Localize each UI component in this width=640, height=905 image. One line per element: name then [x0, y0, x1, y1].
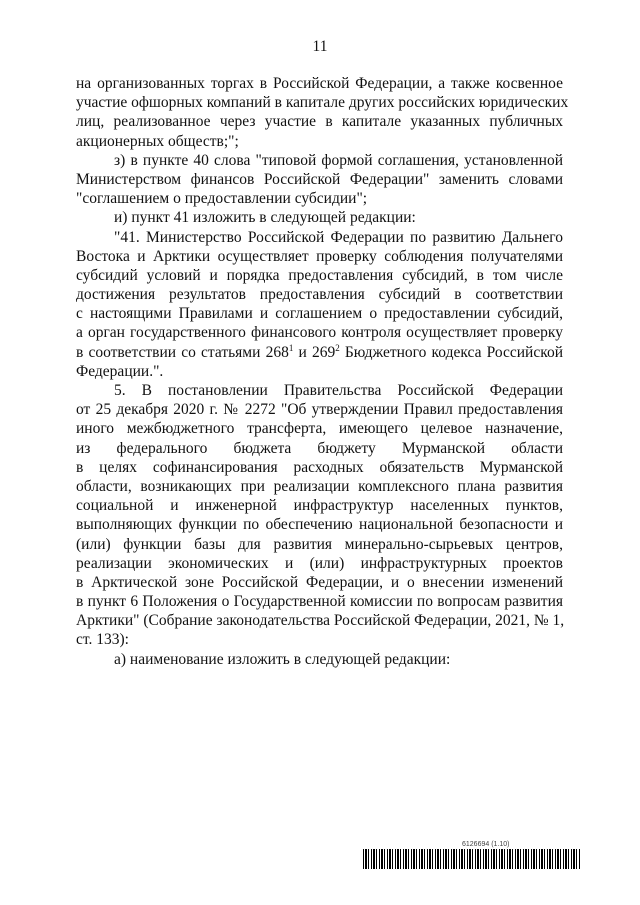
text-line: на организованных торгах в Российской Федерации, а также косвенное — [76, 75, 563, 92]
text-line: от 25 декабря 2020 г. № 2272 "Об утверждении Правил предоставления — [76, 401, 563, 419]
text-line: в пункт 6 Положения о Государственной комиссии по вопросам развития — [76, 593, 563, 611]
text-line: Министерством финансов Российской Федерации" заменить словами — [76, 170, 563, 188]
text-line: а) наименование изложить в следующей редакции: — [114, 650, 451, 668]
text-line: области, возникающих при реализации комплексного плана развития — [76, 477, 563, 495]
text-line: (или) функции базы для развития минерально-сырьевых центров, — [76, 535, 563, 553]
text-line: и) пункт 41 изложить в следующей редакции: — [114, 209, 416, 227]
page-number: 11 — [312, 38, 328, 55]
barcode — [363, 849, 581, 869]
text-line: социальной и инженерной инфраструктур населенных пунктов, — [76, 497, 563, 515]
text-line: достижения результатов предоставления субсидий в соответствии — [76, 286, 563, 304]
text-line: Востока и Арктики осуществляет проверку соблюдения получателями — [76, 247, 563, 265]
superscript: 1 — [288, 342, 294, 353]
text-line: в Арктической зоне Российской Федерации, и о внесении изменений — [76, 573, 563, 591]
text-line: в целях софинансирования расходных обязательств Мурманской — [76, 458, 563, 476]
text-line: иного межбюджетного трансферта, имеющего целевое назначение, — [76, 420, 563, 438]
document-body — [76, 74, 569, 669]
text-line: субсидий условий и порядка предоставления субсидий, в том числе — [76, 266, 563, 284]
text-line: лиц, реализованное через участие в капитале указанных публичных — [76, 113, 563, 131]
text-segment: и 269 — [293, 343, 336, 361]
text-line: выполняющих функции по обеспечению национальной безопасности и — [76, 516, 563, 534]
text-line-with-superscripts — [76, 343, 563, 362]
text-line: ст. 133): — [76, 631, 129, 649]
text-line: Арктики" (Собрание законодательства Российской Федерации, 2021, № 1, — [76, 612, 565, 630]
text-line: "41. Министерство Российской Федерации по развитию Дальнего — [114, 228, 563, 246]
text-segment: Бюджетного кодекса Российской — [339, 343, 564, 361]
text-line: 5. В постановлении Правительства Российской Федерации — [114, 382, 563, 399]
text-line: участие офшорных компаний в капитале других российских юридических — [76, 94, 569, 112]
superscript: 2 — [335, 342, 340, 353]
text-line: реализации экономических и (или) инфраструктурных проектов — [76, 554, 563, 572]
barcode-number: 6126694 (1.10) — [462, 841, 510, 848]
text-line: из федерального бюджета бюджету Мурманской области — [76, 439, 563, 457]
text-line: "соглашением о предоставлении субсидии"; — [76, 190, 368, 208]
text-line: с настоящими Правилами и соглашением о предоставлении субсидий, — [76, 305, 563, 323]
text-line: а орган государственного финансового контроля осуществляет проверку — [76, 324, 563, 342]
text-line: Федерации.". — [76, 362, 164, 380]
text-segment: в соответствии со статьями 268 — [76, 343, 289, 361]
text-line: акционерных обществ;"; — [76, 132, 239, 150]
text-line: з) в пункте 40 слова "типовой формой соглашения, установленной — [114, 151, 563, 169]
